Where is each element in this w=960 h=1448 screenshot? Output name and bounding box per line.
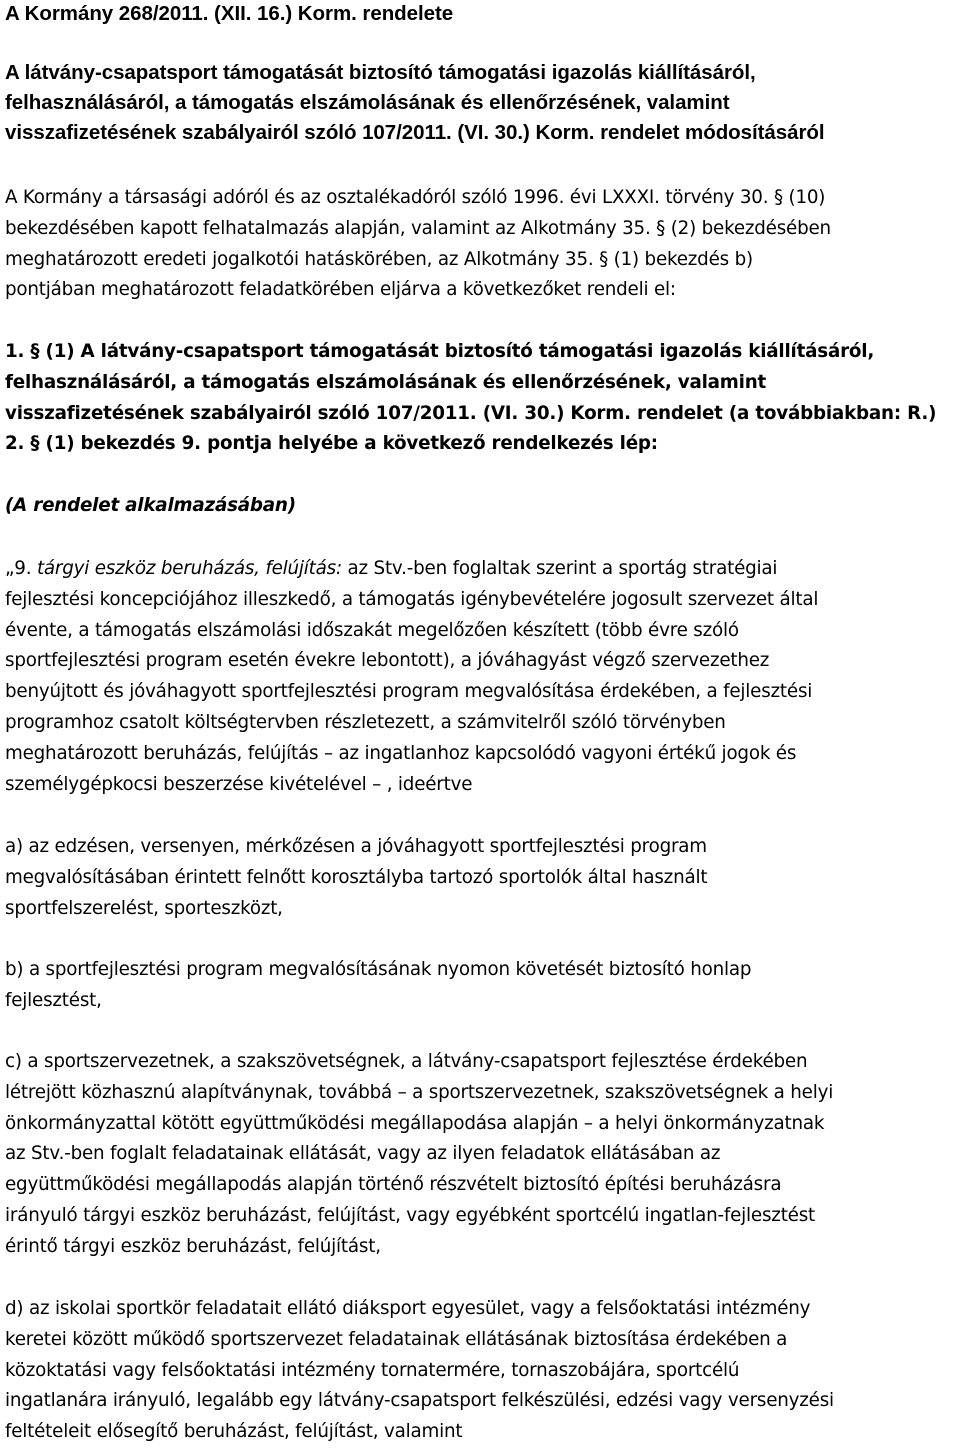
italic-heading: (A rendelet alkalmazásában) xyxy=(5,495,296,516)
item-b-line: b) a sportfejlesztési program megvalósításának nyomon követését biztosító honlap xyxy=(5,959,752,980)
item-d-line: ingatlanára irányuló, legalább egy látvány-csapatsport felkészülési, edzési vagy versenyzési xyxy=(5,1390,834,1412)
subtitle-line: A látvány-csapatsport támogatását biztosító támogatási igazolás kiállításáról, xyxy=(5,61,756,84)
preamble-block xyxy=(5,183,831,306)
item-d-line: keretei között működő sportszervezet feladatainak ellátásának biztosítása érdekében a xyxy=(5,1328,788,1350)
subtitle-line: felhasználásáról, a támogatás elszámolásának és ellenőrzésének, valamint xyxy=(5,91,730,114)
item-d-line: feltételeit elősegítő beruházást, felújítást, valamint xyxy=(5,1421,463,1443)
document-title-block xyxy=(5,0,453,29)
italic-heading-block xyxy=(5,491,296,522)
item-c-line: önkormányzattal kötött együttműködési megállapodása alapján – a helyi önkormányzatnak xyxy=(5,1112,825,1134)
item-a-block xyxy=(5,832,707,924)
point-9-line: személygépkocsi beszerzése kivételével – , ideértve xyxy=(5,773,473,795)
item-a-line: a) az edzésen, versenyen, mérkőzésen a jóváhagyott sportfejlesztési program xyxy=(5,836,707,857)
item-c-line: irányuló tárgyi eszköz beruházást, felújítást, vagy egyébként sportcélú ingatlan-fejlesztést xyxy=(5,1204,816,1226)
section-1-line: 1. § (1) A látvány-csapatsport támogatását biztosító támogatási igazolás kiállításáról, xyxy=(5,341,875,362)
preamble-line: pontjában meghatározott feladatkörében eljárva a következőket rendeli el: xyxy=(5,279,676,301)
item-c-line: érintő tárgyi eszköz beruházást, felújítást, xyxy=(5,1235,381,1257)
document-title: A Kormány 268/2011. (XII. 16.) Korm. rendelete xyxy=(5,2,454,25)
item-c-line: együttműködési megállapodás alapján történő részvételt biztosító építési beruházásra xyxy=(5,1174,782,1196)
subtitle-block xyxy=(5,58,825,148)
point-9-line: programhoz csatolt költségtervben részletezett, a számvitelről szóló törvényben xyxy=(5,711,726,733)
preamble-line: bekezdésében kapott felhatalmazás alapján, valamint az Alkotmány 35. § (2) bekezdésében xyxy=(5,217,831,239)
point-9-first-line xyxy=(5,554,818,585)
section-1-line: visszafizetésének szabályairól szóló 107/2011. (VI. 30.) Korm. rendelet (a továbbiakban: R.) xyxy=(5,402,937,424)
point-9-line: meghatározott beruházás, felújítás – az ingatlanhoz kapcsolódó vagyoni értékű jogok és xyxy=(5,742,797,764)
preamble-line: A Kormány a társasági adóról és az osztalékadóról szóló 1996. évi LXXXI. törvény 30. § (10) xyxy=(5,187,826,208)
item-a-line: sportfelszerelést, sporteszközt, xyxy=(5,897,283,919)
item-c-line: létrejött közhasznú alapítványnak, továbbá – a sportszervezetnek, szakszövetségnek a helyi xyxy=(5,1081,834,1103)
item-d-line: közoktatási vagy felsőoktatási intézmény tornatermére, tornaszobájára, sportcélú xyxy=(5,1359,740,1381)
item-b-block xyxy=(5,955,751,1017)
item-a-line: megvalósításában érintett felnőtt korosztályba tartozó sportolók által használt xyxy=(5,866,708,888)
point-9-line: benyújtott és jóváhagyott sportfejlesztési program megvalósítása érdekében, a fejlesztési xyxy=(5,681,813,703)
item-d-block xyxy=(5,1294,834,1448)
section-1-line: felhasználásáról, a támogatás elszámolásának és ellenőrzésének, valamint xyxy=(5,371,767,393)
item-c-block xyxy=(5,1047,833,1263)
point-9-first-line-rest: az Stv.-ben foglaltak szerint a sportág stratégiai xyxy=(341,558,778,579)
item-d-line: d) az iskolai sportkör feladatait ellátó diáksport egyesület, vagy a felsőoktatási intézmény xyxy=(5,1298,811,1319)
point-9-line: sportfejlesztési program esetén évekre lebontott), a jóváhagyást végző szervezethez xyxy=(5,650,770,672)
point-9-line: évente, a támogatás elszámolási időszakát megelőzően készített (több évre szóló xyxy=(5,619,739,641)
subtitle-line: visszafizetésének szabályairól szóló 107/2011. (VI. 30.) Korm. rendelet módosításáról xyxy=(5,121,825,144)
preamble-line: meghatározott eredeti jogalkotói hatáskörében, az Alkotmány 35. § (1) bekezdés b) xyxy=(5,248,753,270)
section-1-block xyxy=(5,337,936,460)
point-9-prefix: „9. xyxy=(5,558,37,579)
point-9-term: tárgyi eszköz beruházás, felújítás: xyxy=(36,558,342,579)
item-b-line: fejlesztést, xyxy=(5,989,102,1011)
point-9-block xyxy=(5,554,818,800)
section-1-line: 2. § (1) bekezdés 9. pontja helyébe a következő rendelkezés lép: xyxy=(5,433,658,455)
item-c-line: c) a sportszervezetnek, a szakszövetségnek, a látvány-csapatsport fejlesztése érdekében xyxy=(5,1051,808,1072)
point-9-line: fejlesztési koncepciójához illeszkedő, a támogatás igénybevételére jogosult szervezet által xyxy=(5,588,819,610)
item-c-line: az Stv.-ben foglalt feladatainak ellátását, vagy az ilyen feladatok ellátásában az xyxy=(5,1143,721,1165)
